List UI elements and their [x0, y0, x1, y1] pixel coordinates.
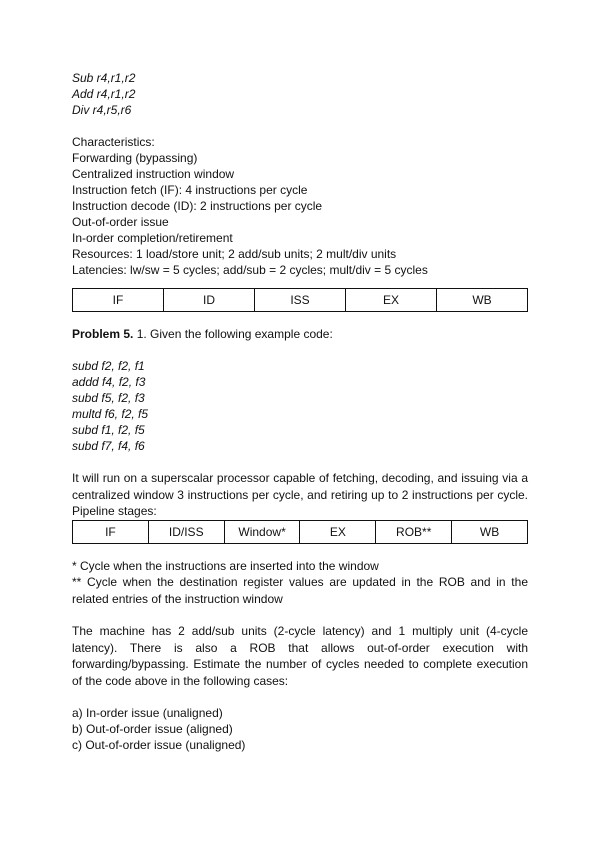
code-line: Div r4,r5,r6: [72, 103, 132, 117]
list-item: a) In-order issue (unaligned): [72, 706, 223, 720]
code-line: multd f6, f2, f5: [72, 407, 149, 421]
code-line: addd f4, f2, f3: [72, 375, 146, 389]
characteristic-item: Centralized instruction window: [72, 167, 235, 181]
code-line: Add r4,r1,r2: [72, 87, 136, 101]
code-line: subd f5, f2, f3: [72, 391, 145, 405]
stage-cell: Window*: [224, 520, 300, 543]
stage-cell: IF: [73, 520, 149, 543]
list-item: c) Out-of-order issue (unaligned): [72, 738, 246, 752]
footnote-window: * Cycle when the instructions are inserted into the window: [72, 558, 379, 573]
stage-cell: EX: [346, 289, 437, 312]
stage-cell: ID/ISS: [148, 520, 224, 543]
stage-cell: WB: [437, 289, 528, 312]
characteristic-item: Instruction decode (ID): 2 instructions per cycle: [72, 199, 323, 213]
code-block-2: [72, 358, 528, 454]
stage-cell: EX: [300, 520, 376, 543]
footnote-rob: ** Cycle when the destination register values are updated in the ROB and in the related entries of the instruction window: [72, 575, 528, 606]
code-line: subd f7, f4, f6: [72, 439, 145, 453]
characteristic-item: Resources: 1 load/store unit; 2 add/sub units; 2 mult/div units: [72, 247, 397, 261]
characteristics-heading: Characteristics:: [72, 135, 155, 149]
characteristic-item: Forwarding (bypassing): [72, 151, 198, 165]
problem-5-heading: [72, 326, 528, 342]
stage-cell: ID: [164, 289, 255, 312]
code-line: Sub r4,r1,r2: [72, 71, 136, 85]
document-page: [72, 70, 528, 753]
characteristic-item: In-order completion/retirement: [72, 231, 233, 245]
characteristics-section: [72, 134, 528, 278]
code-line: subd f1, f2, f5: [72, 423, 145, 437]
cases-list: [72, 705, 528, 753]
stage-cell: WB: [452, 520, 528, 543]
characteristic-item: Instruction fetch (IF): 4 instructions per cycle: [72, 183, 308, 197]
code-line: subd f2, f2, f1: [72, 359, 145, 373]
pipeline-stages-table-1: [72, 288, 528, 312]
problem-label: Problem 5.: [72, 327, 134, 341]
list-item: b) Out-of-order issue (aligned): [72, 722, 233, 736]
problem-intro: 1. Given the following example code:: [133, 327, 333, 341]
machine-paragraph: The machine has 2 add/sub units (2-cycle latency) and 1 multiply unit (4-cycle latency). There is also a ROB that allows out-of-order execution with forwarding/bypassing. Estimate the number of cycles needed to complete execution of the code above in the following cases:: [72, 624, 528, 688]
stage-cell: IF: [73, 289, 164, 312]
characteristic-item: Out-of-order issue: [72, 215, 169, 229]
processor-paragraph: It will run on a superscalar processor capable of fetching, decoding, and issuing via a centralized window 3 instructions per cycle, and retiring up to 2 instructions per cycle. Pipeline stages:: [72, 471, 528, 518]
stage-cell: ISS: [255, 289, 346, 312]
stage-cell: ROB**: [376, 520, 452, 543]
pipeline-stages-table-2: [72, 520, 528, 544]
code-block-1: [72, 70, 528, 118]
characteristic-item: Latencies: lw/sw = 5 cycles; add/sub = 2 cycles; mult/div = 5 cycles: [72, 263, 428, 277]
